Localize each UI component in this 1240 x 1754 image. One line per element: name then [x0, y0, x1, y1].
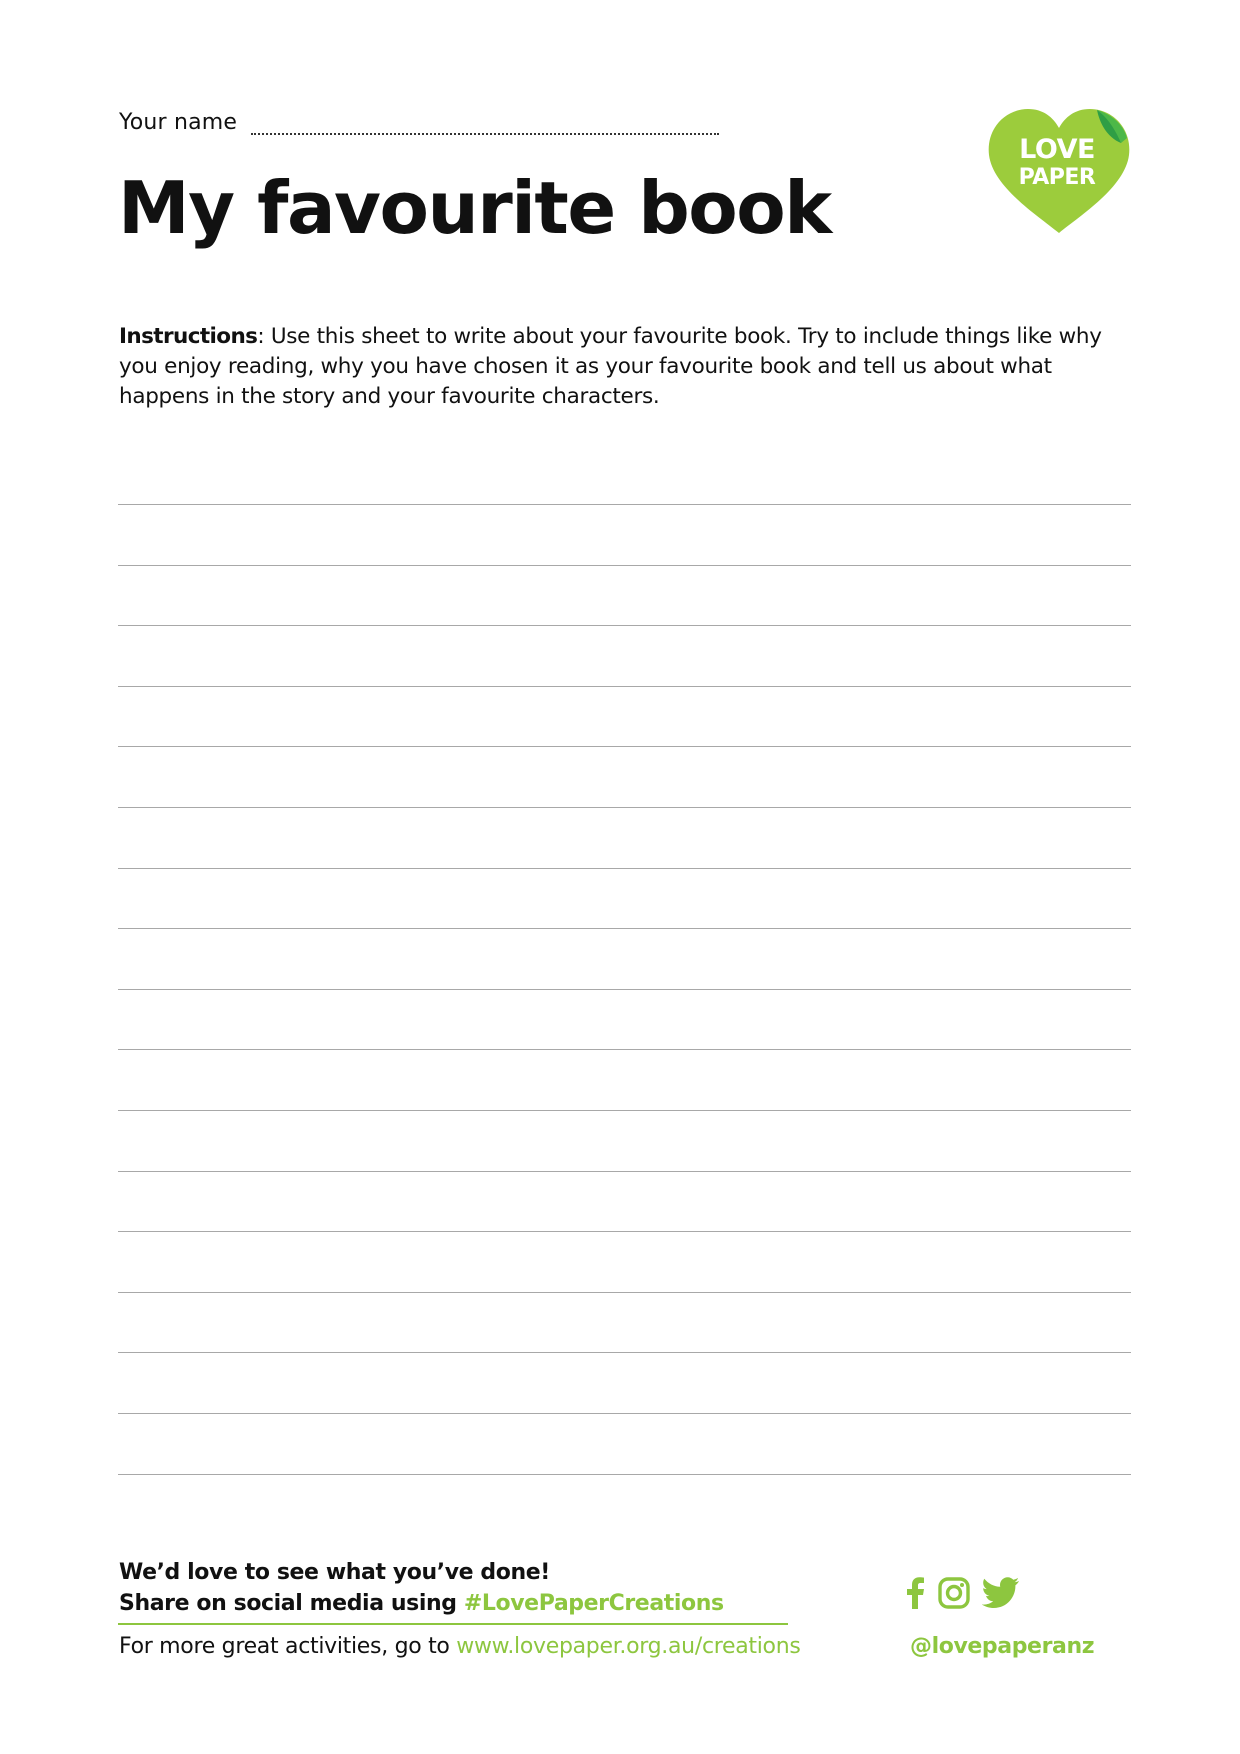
more-activities: [119, 1631, 801, 1662]
writing-line: [118, 565, 1131, 566]
more-prefix: For more great activities, go to: [119, 1634, 457, 1659]
writing-line: [118, 989, 1131, 990]
writing-line: [118, 1110, 1131, 1111]
creations-link[interactable]: www.lovepaper.org.au/creations: [456, 1634, 801, 1659]
hashtag: #LovePaperCreations: [463, 1591, 724, 1616]
writing-line: [118, 1231, 1131, 1232]
share-prefix: Share on social media using: [119, 1591, 464, 1616]
writing-line: [118, 1292, 1131, 1293]
writing-line: [118, 928, 1131, 929]
twitter-icon[interactable]: [982, 1577, 1020, 1613]
logo-text-love: LOVE: [1019, 134, 1095, 165]
social-icons: [904, 1577, 1020, 1613]
writing-line: [118, 504, 1131, 505]
writing-line: [118, 1474, 1131, 1475]
name-label: Your name: [119, 110, 238, 135]
love-paper-logo: [985, 103, 1133, 237]
name-field[interactable]: [251, 113, 719, 135]
writing-line: [118, 746, 1131, 747]
logo-text-paper: PAPER: [1018, 165, 1096, 190]
writing-line: [118, 686, 1131, 687]
writing-line: [118, 1352, 1131, 1353]
writing-line: [118, 868, 1131, 869]
instructions: [119, 322, 1129, 412]
share-line-2: [119, 1588, 724, 1619]
writing-line: [118, 1049, 1131, 1050]
share-message: [119, 1557, 724, 1619]
name-row: [119, 101, 719, 135]
share-line-1: We’d love to see what you’ve done!: [119, 1560, 550, 1585]
writing-line: [118, 807, 1131, 808]
writing-line: [118, 1171, 1131, 1172]
writing-line: [118, 625, 1131, 626]
facebook-icon[interactable]: [904, 1577, 926, 1613]
instagram-icon[interactable]: [938, 1577, 970, 1613]
writing-area[interactable]: [118, 504, 1131, 1476]
page-title: My favourite book: [118, 166, 831, 250]
instructions-label: Instructions: [119, 324, 258, 349]
instructions-text: : Use this sheet to write about your favourite book. Try to include things like why you enjoy reading, why you have chosen it as your favourite book and tell us about what happens in the story and your favourite characters.: [119, 324, 1102, 409]
writing-line: [118, 1413, 1131, 1414]
footer-divider: [118, 1623, 788, 1625]
social-handle[interactable]: @lovepaperanz: [910, 1634, 1095, 1659]
